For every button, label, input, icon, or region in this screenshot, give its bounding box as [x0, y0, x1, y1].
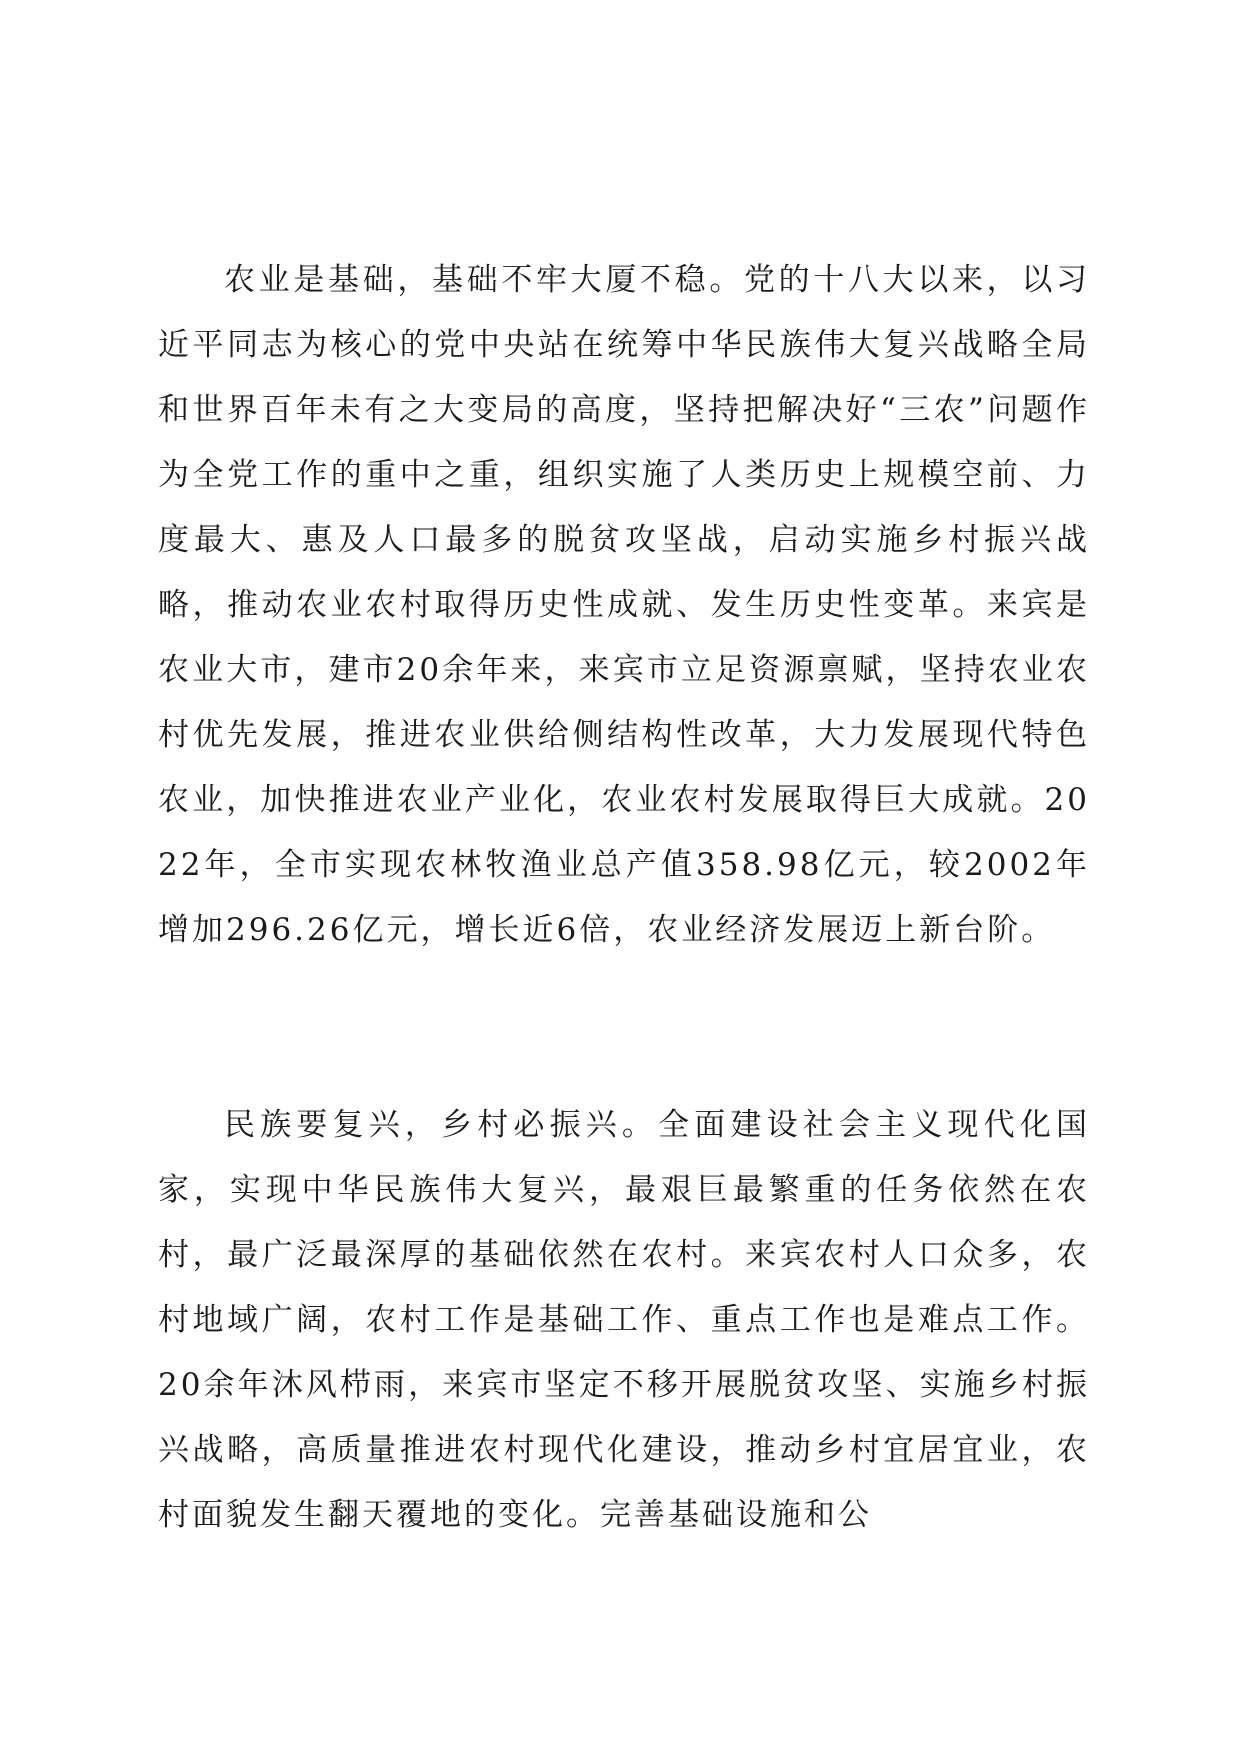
paragraph-rural-revitalization: 民族要复兴，乡村必振兴。全面建设社会主义现代化国家，实现中华民族伟大复兴，最艰巨最繁重的任务依然在农村，最广泛最深厚的基础依然在农村。来宾农村人口众多，农村地域广阔，农村工作是基础工作、重点工作也是难点工作。20余年沐风栉雨，来宾市坚定不移开展脱贫攻坚、实施乡村振兴战略，高质量推进农村现代化建设，推动乡村宜居宜业，农村面貌发生翻天覆地的变化。完善基础设施和公 [158, 1107, 1090, 1533]
paragraph-agriculture-foundation: 农业是基础，基础不牢大厦不稳。党的十八大以来，以习近平同志为核心的党中央站在统筹中华民族伟大复兴战略全局和世界百年未有之大变局的高度，坚持把解决好“三农”问题作为全党工作的重中之重，组织实施了人类历史上规模空前、力度最大、惠及人口最多的脱贫攻坚战，启动实施乡村振兴战略，推动农业农村取得历史性成就、发生历史性变革。来宾是农业大市，建市20余年来，来宾市立足资源禀赋，坚持农业农村优先发展，推进农业供给侧结构性改革，大力发展现代特色农业，加快推进农业产业化，农业农村发展取得巨大成就。2022年，全市实现农林牧渔业总产值358.98亿元，较2002年增加296.26亿元，增长近6倍，农业经济发展迈上新台阶。 [158, 262, 1090, 948]
